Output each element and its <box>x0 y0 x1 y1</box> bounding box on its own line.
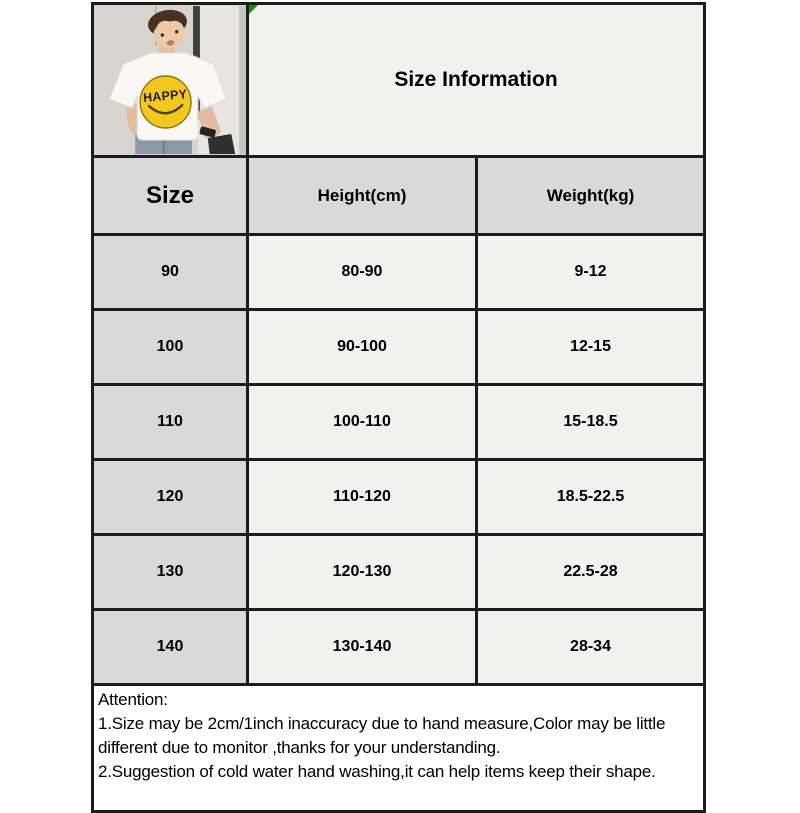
title-row <box>93 4 705 157</box>
weight-value: 18.5-22.5 <box>477 460 705 535</box>
table-row <box>93 535 705 610</box>
table-row <box>93 610 705 685</box>
col-header-height: Height(cm) <box>248 157 477 235</box>
attention-note: 1.Size may be 2cm/1inch inaccuracy due to hand measure,Color may be little different due to monitor ,thanks for your understanding. <box>98 714 666 757</box>
weight-value: 12-15 <box>477 310 705 385</box>
cell-corner-marker-icon <box>249 5 258 14</box>
size-value: 140 <box>93 610 248 685</box>
height-value: 110-120 <box>248 460 477 535</box>
weight-value: 28-34 <box>477 610 705 685</box>
col-header-size: Size <box>93 157 248 235</box>
table-row <box>93 310 705 385</box>
size-value: 100 <box>93 310 248 385</box>
weight-value: 15-18.5 <box>477 385 705 460</box>
attention-row <box>93 685 705 812</box>
smiley-icon <box>140 76 191 128</box>
size-value: 130 <box>93 535 248 610</box>
height-value: 80-90 <box>248 235 477 310</box>
weight-value: 22.5-28 <box>477 535 705 610</box>
size-value: 110 <box>93 385 248 460</box>
weight-value: 9-12 <box>477 235 705 310</box>
size-value: 120 <box>93 460 248 535</box>
attention-label: Attention: <box>98 690 168 709</box>
height-value: 120-130 <box>248 535 477 610</box>
table-row <box>93 460 705 535</box>
height-value: 130-140 <box>248 610 477 685</box>
height-value: 100-110 <box>248 385 477 460</box>
product-photo <box>94 6 246 154</box>
table-row <box>93 385 705 460</box>
attention-note: 2.Suggestion of cold water hand washing,it can help items keep their shape. <box>98 762 656 781</box>
size-table <box>91 2 706 813</box>
col-header-weight: Weight(kg) <box>477 157 705 235</box>
height-value: 90-100 <box>248 310 477 385</box>
column-header-row <box>93 157 705 235</box>
page-title: Size Information <box>394 68 558 91</box>
attention-box <box>93 685 705 812</box>
size-value: 90 <box>93 235 248 310</box>
product-photo-cell <box>93 4 248 157</box>
shirt-text: HAPPY <box>142 86 188 105</box>
size-chart-sheet <box>91 2 706 813</box>
size-info-title-cell <box>248 4 705 157</box>
table-row <box>93 235 705 310</box>
